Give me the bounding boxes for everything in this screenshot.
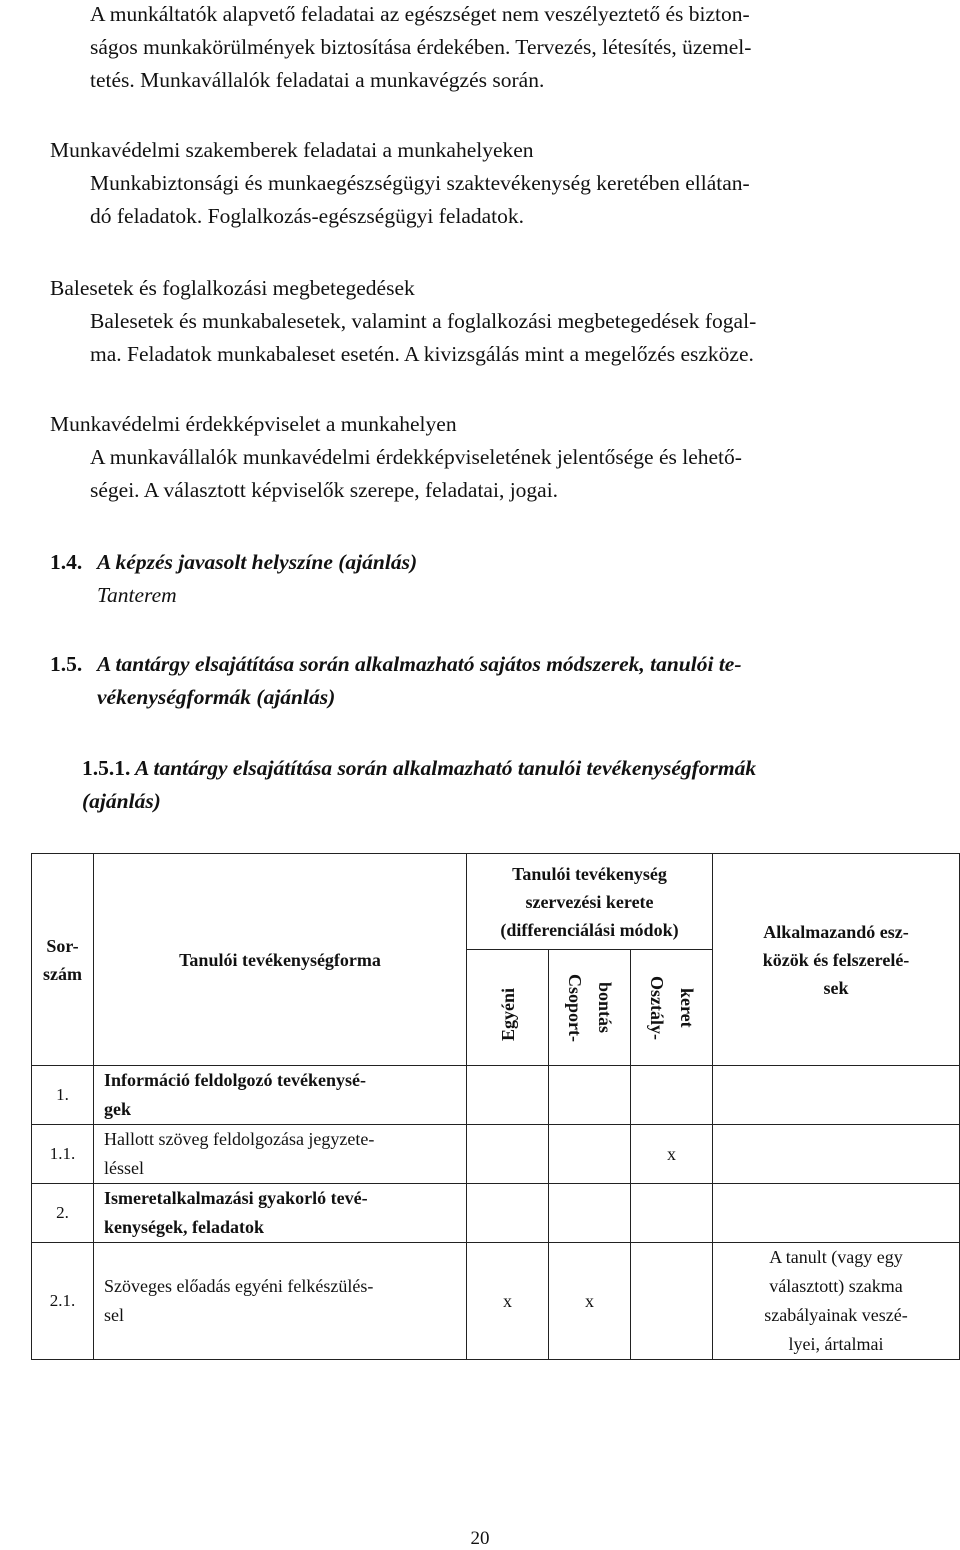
row-eszkozok bbox=[713, 1066, 960, 1125]
header-line: sek bbox=[823, 977, 849, 998]
header-line: szám bbox=[43, 963, 82, 984]
heading-title: A tantárgy elsajátítása során alkalmazható tanulói tevékenységformák bbox=[134, 756, 757, 780]
header-line: Tanulói tevékenység bbox=[512, 863, 667, 884]
table-row bbox=[32, 1066, 960, 1125]
section-body-line: dó feladatok. Foglalkozás-egészségügyi feladatok. bbox=[90, 204, 525, 228]
header-vertical-text bbox=[560, 960, 620, 1056]
heading-1-5 bbox=[50, 648, 950, 714]
row-eszkozok-line: szabályainak veszé- bbox=[764, 1305, 908, 1325]
heading-title: A képzés javasolt helyszíne (ajánlás) bbox=[97, 550, 418, 574]
header-tevekenysegforma: Tanulói tevékenységforma bbox=[94, 854, 467, 1066]
section-title: Munkavédelmi érdekképviselet a munkahelyen bbox=[50, 412, 457, 436]
row-eszkozok bbox=[713, 1125, 960, 1184]
mark-egyeni bbox=[467, 1184, 549, 1243]
section-erdekkepviselet bbox=[50, 408, 950, 507]
row-description-line: Hallott szöveg feldolgozása jegyzete- bbox=[104, 1129, 375, 1149]
row-description bbox=[94, 1184, 467, 1243]
header-line: közök és felszerelé- bbox=[762, 949, 910, 970]
page-number: 20 bbox=[470, 1528, 490, 1549]
section-title: Balesetek és foglalkozási megbetegedések bbox=[50, 276, 415, 300]
heading-1-5-1 bbox=[82, 752, 957, 818]
intro-line: tetés. Munkavállalók feladatai a munkavégzés során. bbox=[90, 68, 545, 92]
row-description-line: léssel bbox=[104, 1158, 144, 1178]
heading-title: A tantárgy elsajátítása során alkalmazható sajátos módszerek, tanulói te- bbox=[97, 652, 742, 676]
row-number: 2.1. bbox=[32, 1243, 94, 1360]
header-vertical-text bbox=[642, 962, 702, 1054]
mark-csoportbontas: x bbox=[549, 1243, 631, 1360]
mark-csoportbontas bbox=[549, 1066, 631, 1125]
activity-table bbox=[31, 853, 960, 1360]
section-body-line: ségei. A választott képviselők szerepe, feladatai, jogai. bbox=[90, 478, 559, 502]
header-osztalykeret bbox=[631, 950, 713, 1066]
section-body-line: Munkabiztonsági és munkaegészségügyi szaktevékenység keretében ellátan- bbox=[90, 171, 750, 195]
row-description bbox=[94, 1243, 467, 1360]
row-description bbox=[94, 1125, 467, 1184]
row-eszkozok bbox=[713, 1184, 960, 1243]
header-line: Sor- bbox=[46, 935, 79, 956]
row-eszkozok-line: választott) szakma bbox=[769, 1276, 903, 1296]
header-egyeni bbox=[467, 950, 549, 1066]
row-description-line: Információ feldolgozó tevékenysé- bbox=[104, 1070, 366, 1090]
row-number: 2. bbox=[32, 1184, 94, 1243]
header-line: Alkalmazandó esz- bbox=[763, 921, 909, 942]
section-body bbox=[90, 305, 950, 371]
mark-egyeni: x bbox=[467, 1243, 549, 1360]
heading-value: Tanterem bbox=[97, 583, 177, 607]
mark-osztalykeret bbox=[631, 1066, 713, 1125]
table-row bbox=[32, 1243, 960, 1360]
section-body bbox=[90, 167, 950, 233]
row-description-line: Szöveges előadás egyéni felkészülés- bbox=[104, 1276, 374, 1296]
mark-osztalykeret: x bbox=[631, 1125, 713, 1184]
heading-1-4 bbox=[50, 546, 950, 612]
header-vertical-text: Egyéni bbox=[497, 987, 518, 1041]
row-number: 1. bbox=[32, 1066, 94, 1125]
row-number: 1.1. bbox=[32, 1125, 94, 1184]
table-row bbox=[32, 1184, 960, 1243]
heading-number: 1.5.1. bbox=[82, 756, 131, 780]
mark-csoportbontas bbox=[549, 1184, 631, 1243]
row-description-line: sel bbox=[104, 1305, 124, 1325]
heading-number: 1.5. bbox=[50, 652, 83, 676]
intro-line: A munkáltatók alapvető feladatai az egészséget nem veszélyeztető és bizton- bbox=[90, 2, 750, 26]
header-line: Osztály- bbox=[646, 975, 667, 1040]
heading-title-continued: vékenységformák (ajánlás) bbox=[97, 685, 336, 709]
section-munkavedelmi-szakemberek bbox=[50, 134, 950, 233]
intro-paragraph bbox=[90, 0, 950, 97]
row-description-line: kenységek, feladatok bbox=[104, 1217, 265, 1237]
header-sorszam bbox=[32, 854, 94, 1066]
row-description bbox=[94, 1066, 467, 1125]
mark-csoportbontas bbox=[549, 1125, 631, 1184]
header-line: bontás bbox=[594, 981, 615, 1034]
section-balesetek bbox=[50, 272, 950, 371]
mark-osztalykeret bbox=[631, 1184, 713, 1243]
header-szervezesi-keret bbox=[467, 854, 713, 950]
row-description-line: gek bbox=[104, 1099, 131, 1119]
header-line: (differenciálási módok) bbox=[500, 919, 679, 940]
header-line: szervezési kerete bbox=[525, 891, 654, 912]
mark-egyeni bbox=[467, 1066, 549, 1125]
section-title: Munkavédelmi szakemberek feladatai a munkahelyeken bbox=[50, 138, 534, 162]
section-body bbox=[90, 441, 950, 507]
header-eszkozok bbox=[713, 854, 960, 1066]
section-body-line: ma. Feladatok munkabaleset esetén. A kivizsgálás mint a megelőzés eszköze. bbox=[90, 342, 754, 366]
intro-line: ságos munkakörülmények biztosítása érdekében. Tervezés, létesítés, üzemel- bbox=[90, 35, 752, 59]
row-description-line: Ismeretalkalmazási gyakorló tevé- bbox=[104, 1188, 368, 1208]
header-line: keret bbox=[676, 987, 697, 1028]
row-eszkozok bbox=[713, 1243, 960, 1360]
mark-egyeni bbox=[467, 1125, 549, 1184]
table-row bbox=[32, 1125, 960, 1184]
row-eszkozok-line: lyei, ártalmai bbox=[788, 1334, 884, 1354]
heading-number: 1.4. bbox=[50, 550, 83, 574]
header-csoportbontas bbox=[549, 950, 631, 1066]
row-eszkozok-line: A tanult (vagy egy bbox=[769, 1247, 903, 1267]
section-body-line: Balesetek és munkabalesetek, valamint a foglalkozási megbetegedések fogal- bbox=[90, 309, 757, 333]
header-line: Csoport- bbox=[564, 973, 585, 1042]
heading-title-continued: (ajánlás) bbox=[82, 789, 161, 813]
mark-osztalykeret bbox=[631, 1243, 713, 1360]
section-body-line: A munkavállalók munkavédelmi érdekképviseletének jelentősége és lehető- bbox=[90, 445, 742, 469]
